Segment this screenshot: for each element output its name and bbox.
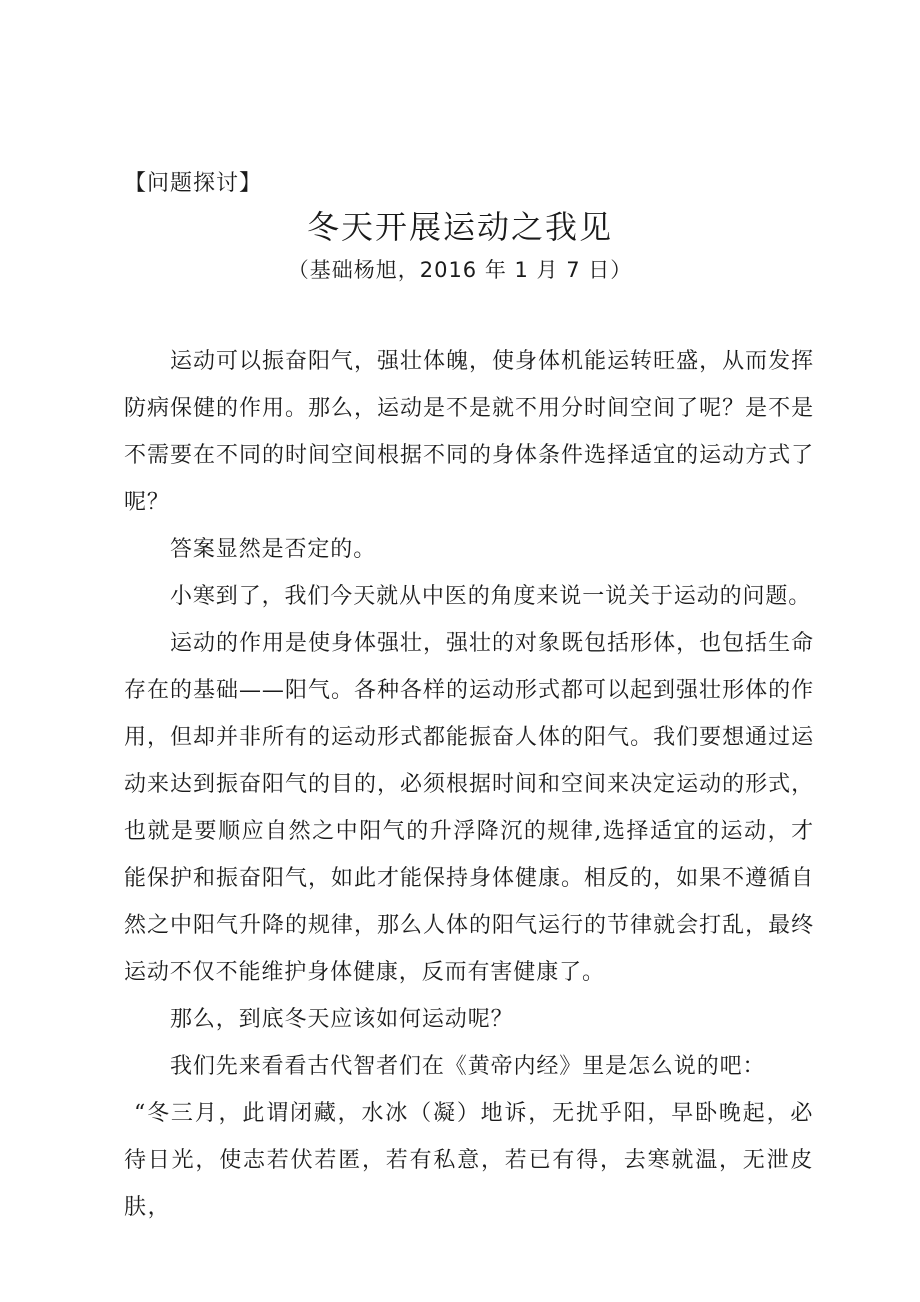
section-tag: 【问题探讨】: [124, 171, 263, 196]
article-body: [124, 338, 814, 1231]
paragraph: 小寒到了，我们今天就从中医的角度来说一说关于运动的问题。: [170, 584, 812, 609]
paragraph: 运动的作用是使身体强壮，强壮的对象既包括形体，也包括生命存在的基础——阳气。各种各样的运动形式都可以起到强壮形体的作用，但却并非所有的运动形式都能振奋人体的阳气。我们要想通过运动来达到振奋阳气的目的，必须根据时间和空间来决定运动的形式，也就是要顺应自然之中阳气的升浮降沉的规律,选择适宜的运动，才能保护和振奋阳气，如此才能保持身体健康。相反的，如果不遵循自然之中阳气升降的规律，那么人体的阳气运行的节律就会打乱，最终运动不仅不能维护身体健康，反而有害健康了。: [124, 631, 814, 985]
paragraph: 那么，到底冬天应该如何运动呢？: [170, 1007, 514, 1032]
paragraph: 运动可以振奋阳气，强壮体魄，使身体机能运转旺盛，从而发挥防病保健的作用。那么，运动是不是就不用分时间空间了呢？是不是不需要在不同的时间空间根据不同的身体条件选择适宜的运动方式了呢？: [124, 349, 814, 515]
article-title: 冬天开展运动之我见: [306, 208, 613, 246]
paragraph: 答案显然是否定的。: [170, 537, 377, 562]
article-byline: （基础杨旭，2016 年 1 月 7 日）: [287, 258, 633, 282]
classic-quote: “冬三月，此谓闭藏，水冰（凝）地诉，无扰乎阳，早卧晚起，必待日光，使志若伏若匿，若有私意，若已有得，去寒就温，无泄皮肤，: [124, 1101, 814, 1220]
paragraph: 我们先来看看古代智者们在《黄帝内经》里是怎么说的吧：: [170, 1054, 766, 1079]
